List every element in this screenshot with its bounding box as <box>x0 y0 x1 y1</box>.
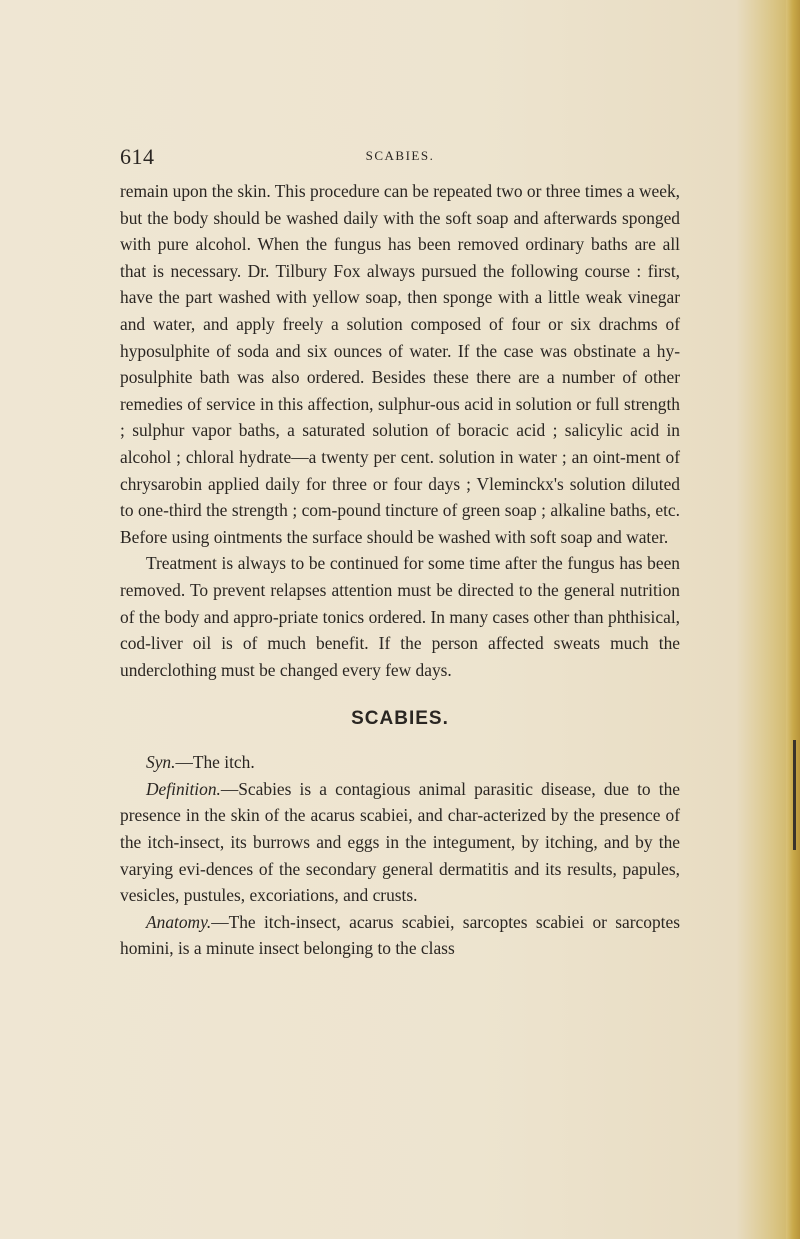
body-text <box>120 178 680 962</box>
definition-paragraph <box>120 776 680 909</box>
paragraph-continued: remain upon the skin. This procedure can be repeated two or three times a week, but the body should be washed daily with the soft soap and afterwards sponged with pure alcohol. When the fungus has been removed ordinary baths are all that is necessary. Dr. Tilbury Fox always pursued the following course : first, have the part washed with yellow soap, then sponge with a little weak vinegar and water, and apply freely a solution composed of four or six drachms of hyposulphite of soda and six ounces of water. If the case was obstinate a hy-posulphite bath was also ordered. Besides these there are a number of other remedies of service in this affection, sulphur-ous acid in solution or full strength ; sulphur vapor baths, a saturated solution of boracic acid ; salicylic acid in alcohol ; chloral hydrate—a twenty per cent. solution in water ; an oint-ment of chrysarobin applied daily for three or four days ; Vleminckx's solution diluted to one-third the strength ; com-pound tincture of green soap ; alkaline baths, etc. Before using ointments the surface should be washed with soft soap and water. <box>120 181 680 547</box>
synonym-label: Syn. <box>146 752 176 773</box>
paragraph-treatment: Treatment is always to be continued for some time after the fungus has been removed. To prevent relapses attention must be directed to the general nutrition of the body and appro-priate tonics ordered. In many cases other than phthisical, cod-liver oil is of much benefit. If the person affected sweats much the underclothing must be changed every few days. <box>120 553 680 680</box>
gutter-mark <box>793 740 796 850</box>
page-gutter-edge <box>786 0 800 1239</box>
page-number: 614 <box>120 144 155 169</box>
section-title: SCABIES. <box>351 708 449 730</box>
synonym-text: —The itch. <box>175 752 255 773</box>
anatomy-text: —The itch-insect, acarus scabiei, sarcoptes scabiei or sarcoptes homini, is a minute insect belonging to the class <box>120 911 680 959</box>
synonym-paragraph <box>120 749 680 776</box>
running-head: SCABIES. <box>365 148 435 163</box>
anatomy-paragraph <box>120 909 680 962</box>
page-header <box>120 144 680 168</box>
definition-label: Definition. <box>146 778 221 799</box>
definition-text: —Scabies is a contagious animal parasitic disease, due to the presence in the skin of the acarus scabiei, and char-acterized by the presence of the itch-insect, its burrows and eggs in the integument, by itching, and by the varying evi-dences of the secondary general dermatitis and its results, papules, vesicles, pustules, excoriations, and crusts. <box>120 778 680 906</box>
anatomy-label: Anatomy. <box>146 911 212 932</box>
